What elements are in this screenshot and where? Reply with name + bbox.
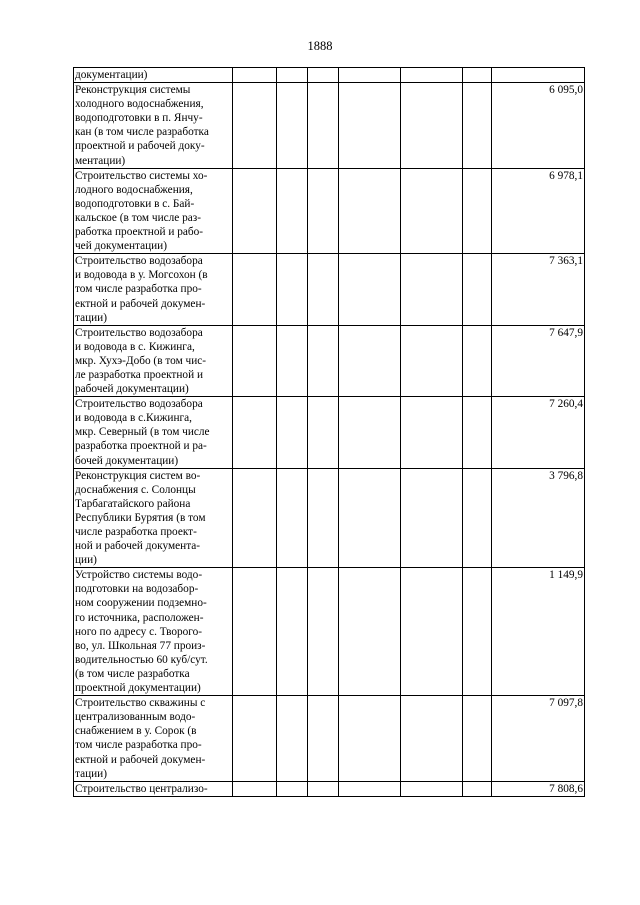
empty-cell [277,568,308,696]
empty-cell [308,568,339,696]
empty-cell [308,83,339,169]
empty-cell [233,696,277,782]
empty-cell [277,254,308,325]
empty-cell [277,68,308,83]
empty-cell [308,168,339,254]
empty-cell [463,83,492,169]
amount-cell [492,68,585,83]
empty-cell [463,254,492,325]
empty-cell [401,168,463,254]
empty-cell [339,696,401,782]
empty-cell [308,781,339,796]
empty-cell [463,781,492,796]
amount-cell: 7 363,1 [492,254,585,325]
table-row [74,168,585,254]
amount-cell: 7 808,6 [492,781,585,796]
amount-cell: 6 095,0 [492,83,585,169]
project-name-cell: Строительство водозабора и водовода в с. Кижинга, мкр. Хухэ-Добо (в том чис- ле разработка проектной и рабочей документации) [74,325,233,396]
empty-cell [233,254,277,325]
empty-cell [463,325,492,396]
empty-cell [277,168,308,254]
empty-cell [308,468,339,568]
empty-cell [463,696,492,782]
empty-cell [308,696,339,782]
empty-cell [339,568,401,696]
empty-cell [233,397,277,468]
project-name-cell: документации) [74,68,233,83]
amount-cell: 7 647,9 [492,325,585,396]
table-row [74,397,585,468]
page-number: 1888 [307,39,333,53]
empty-cell [401,397,463,468]
amount-cell: 1 149,9 [492,568,585,696]
table-row [74,568,585,696]
empty-cell [401,696,463,782]
empty-cell [339,83,401,169]
table-row [74,696,585,782]
table-row [74,325,585,396]
empty-cell [233,168,277,254]
table-row [74,781,585,796]
empty-cell [277,83,308,169]
empty-cell [339,325,401,396]
table-row [74,254,585,325]
table-body [74,68,585,797]
empty-cell [277,696,308,782]
table-row [74,83,585,169]
empty-cell [339,468,401,568]
project-name-cell: Строительство водозабора и водовода в у. Могсохон (в том числе разработка про- ектной и рабочей докумен- тации) [74,254,233,325]
empty-cell [401,468,463,568]
empty-cell [277,397,308,468]
empty-cell [463,468,492,568]
empty-cell [463,68,492,83]
empty-cell [339,68,401,83]
project-name-cell: Строительство водозабора и водовода в с.Кижинга, мкр. Северный (в том числе разработка проектной и ра- бочей документации) [74,397,233,468]
empty-cell [463,168,492,254]
empty-cell [277,781,308,796]
empty-cell [339,254,401,325]
amount-cell: 7 260,4 [492,397,585,468]
empty-cell [401,254,463,325]
project-name-cell: Строительство скважины с централизованным водо- снабжением в у. Сорок (в том числе разработка про- ектной и рабочей докумен- тации) [74,696,233,782]
amount-cell: 6 978,1 [492,168,585,254]
empty-cell [233,83,277,169]
empty-cell [339,781,401,796]
empty-cell [401,83,463,169]
budget-table [73,67,585,797]
table-row [74,68,585,83]
empty-cell [308,325,339,396]
project-name-cell: Устройство системы водо- подготовки на водозабор- ном сооружении подземно- го источника, расположен- ного по адресу с. Творого- во, ул. Школьная 77 произ- водительностью 60 куб/сут. (в том числе разработка проектной документации) [74,568,233,696]
empty-cell [463,397,492,468]
empty-cell [339,397,401,468]
amount-cell: 7 097,8 [492,696,585,782]
empty-cell [233,781,277,796]
project-name-cell: Строительство системы хо- лодного водоснабжения, водоподготовки в с. Бай- кальское (в том числе раз- работка проектной и рабо- чей документации) [74,168,233,254]
empty-cell [233,568,277,696]
empty-cell [401,68,463,83]
empty-cell [401,325,463,396]
empty-cell [308,254,339,325]
empty-cell [233,325,277,396]
table-row [74,468,585,568]
empty-cell [277,325,308,396]
empty-cell [233,68,277,83]
empty-cell [277,468,308,568]
empty-cell [233,468,277,568]
empty-cell [308,68,339,83]
empty-cell [463,568,492,696]
empty-cell [401,568,463,696]
empty-cell [308,397,339,468]
project-name-cell: Строительство централизо- [74,781,233,796]
empty-cell [401,781,463,796]
amount-cell: 3 796,8 [492,468,585,568]
project-name-cell: Реконструкция системы холодного водоснабжения, водоподготовки в п. Янчу- кан (в том числе разработка проектной и рабочей доку- ментации) [74,83,233,169]
empty-cell [339,168,401,254]
project-name-cell: Реконструкция систем во- доснабжения с. Солонцы Тарбагатайского района Республики Бурятия (в том числе разработка проект- ной и рабочей документа- ции) [74,468,233,568]
